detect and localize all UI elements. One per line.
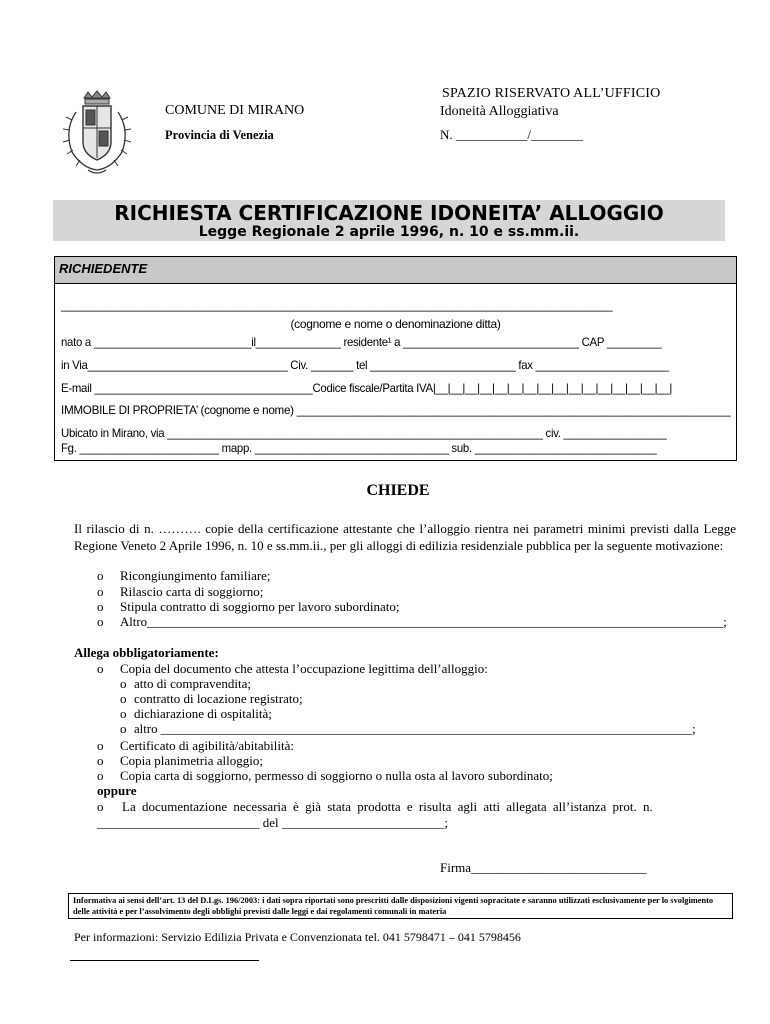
document-subtitle: Legge Regionale 2 aprile 1996, n. 10 e ss.mm.ii. [198, 224, 580, 240]
applicant-section-header [55, 257, 736, 284]
sub-bullet-icon: o [120, 706, 127, 721]
attachment-residence-permit[interactable]: Copia carta di soggiorno, permesso di soggiorno o nulla osta al lavoro subordinato; [120, 768, 553, 783]
property-location-line[interactable]: Ubicato in Mirano, via ______________________________________________________________ civ. _________________ [61, 426, 667, 440]
bullet-icon: o [97, 614, 104, 629]
sub-bullet-icon: o [120, 721, 127, 736]
attachment-habitability-certificate[interactable]: Certificato di agibilità/abitabilità: [120, 738, 295, 753]
office-reserved-subtitle: Idoneità Alloggiativa [440, 104, 559, 119]
privacy-notice: Informativa ai sensi dell’art. 13 del D.Lgs. 196/2003: i dati sopra riportati sono prescritti dalle disposizioni vigenti sopracitate e saranno utilizzati esclusivamente per lo svolgimento delle attività e per l’assolvimento degli obblighi previsti dalle leggi e dai regolamenti comunali in materia [68, 893, 733, 919]
attachment-floor-plan[interactable]: Copia planimetria alloggio; [120, 753, 263, 768]
footnote-divider [70, 960, 259, 961]
applicant-heading: RICHIEDENTE [59, 261, 148, 276]
office-reserved-title: SPAZIO RISERVATO ALL’UFFICIO [442, 86, 661, 101]
contact-info: Per informazioni: Servizio Edilizia Privata e Convenzionata tel. 041 5798471 – 041 5798456 [74, 930, 521, 944]
bullet-icon: o [97, 599, 104, 614]
applicant-name-field[interactable]: ______________________________________________________________________________________________ [61, 298, 613, 312]
sub-bullet-icon: o [120, 676, 127, 691]
bullet-icon: o [97, 799, 104, 814]
sub-attachment-sale-deed[interactable]: atto di compravendita; [134, 676, 251, 691]
request-paragraph: Il rilascio di n. ………. copie della certificazione attestante che l’alloggio rientra nei parametri minimi previsti dalla Legge Regione Veneto 2 Aprile 1996, n. 10 e ss.mm.ii., per gli alloggi di edilizia residenziale pubblica per la seguente motivazione: [74, 521, 736, 553]
address-phone-fax-line[interactable]: in Via_________________________________ Civ. _______ tel ________________________ fax ______________________ [61, 358, 669, 372]
alternative-label: oppure [97, 783, 137, 798]
birth-residence-line[interactable]: nato a __________________________il______________ residente¹ a _____________________________ CAP _________ [61, 335, 662, 349]
reason-family-reunification[interactable]: Ricongiungimento familiare; [120, 568, 271, 583]
sub-attachment-lease[interactable]: contratto di locazione registrato; [134, 691, 303, 706]
reason-other-field[interactable]: Altro__________________________________________________________________________________________; [120, 614, 727, 629]
sub-bullet-icon: o [120, 691, 127, 706]
office-protocol-number-field: N. ___________/________ [440, 127, 583, 142]
bullet-icon: o [97, 568, 104, 583]
bullet-icon: o [97, 738, 104, 753]
sub-attachment-hospitality[interactable]: dichiarazione di ospitalità; [134, 706, 272, 721]
signature-field[interactable]: Firma___________________________ [440, 860, 647, 875]
email-taxcode-line[interactable]: E-mail ____________________________________Codice fiscale/Partita IVA|__|__|__|__|__|__|__|__|__|__|__|__|__|__|__|__| [61, 381, 673, 395]
sub-attachment-other-field[interactable]: altro ___________________________________________________________________________________; [134, 721, 696, 736]
reason-work-contract[interactable]: Stipula contratto di soggiorno per lavoro subordinato; [120, 599, 400, 614]
bullet-icon: o [97, 661, 104, 676]
municipality-name: COMUNE DI MIRANO [165, 103, 305, 118]
bullet-icon: o [97, 584, 104, 599]
applicant-section [54, 256, 737, 461]
document-title: RICHIESTA CERTIFICAZIONE IDONEITA’ ALLOGGIO [114, 201, 664, 225]
property-owner-line[interactable]: IMMOBILE DI PROPRIETA’ (cognome e nome) ______________________________________________________________________ [61, 403, 731, 417]
province-name: Provincia di Venezia [165, 128, 274, 142]
attachment-occupancy-document: Copia del documento che attesta l’occupazione legittima dell’alloggio: [120, 661, 488, 676]
bullet-icon: o [97, 753, 104, 768]
protocol-date-field[interactable]: _________________________ del _________________________; [97, 815, 448, 830]
reason-residence-card[interactable]: Rilascio carta di soggiorno; [120, 584, 264, 599]
bullet-icon: o [97, 768, 104, 783]
title-band [53, 200, 725, 241]
cadastral-data-line[interactable]: Fg. _______________________ mapp. ________________________________ sub. ______________________________ [61, 441, 657, 455]
attachment-already-submitted[interactable]: La documentazione necessaria è già stata prodotta e risulta agli atti allegata all’istanza prot. n. [122, 799, 653, 814]
applicant-name-caption: (cognome e nome o denominazione ditta) [290, 317, 501, 331]
request-heading: CHIEDE [366, 482, 430, 499]
municipal-crest-icon [58, 90, 136, 178]
attachments-heading: Allega obbligatoriamente: [74, 645, 219, 660]
